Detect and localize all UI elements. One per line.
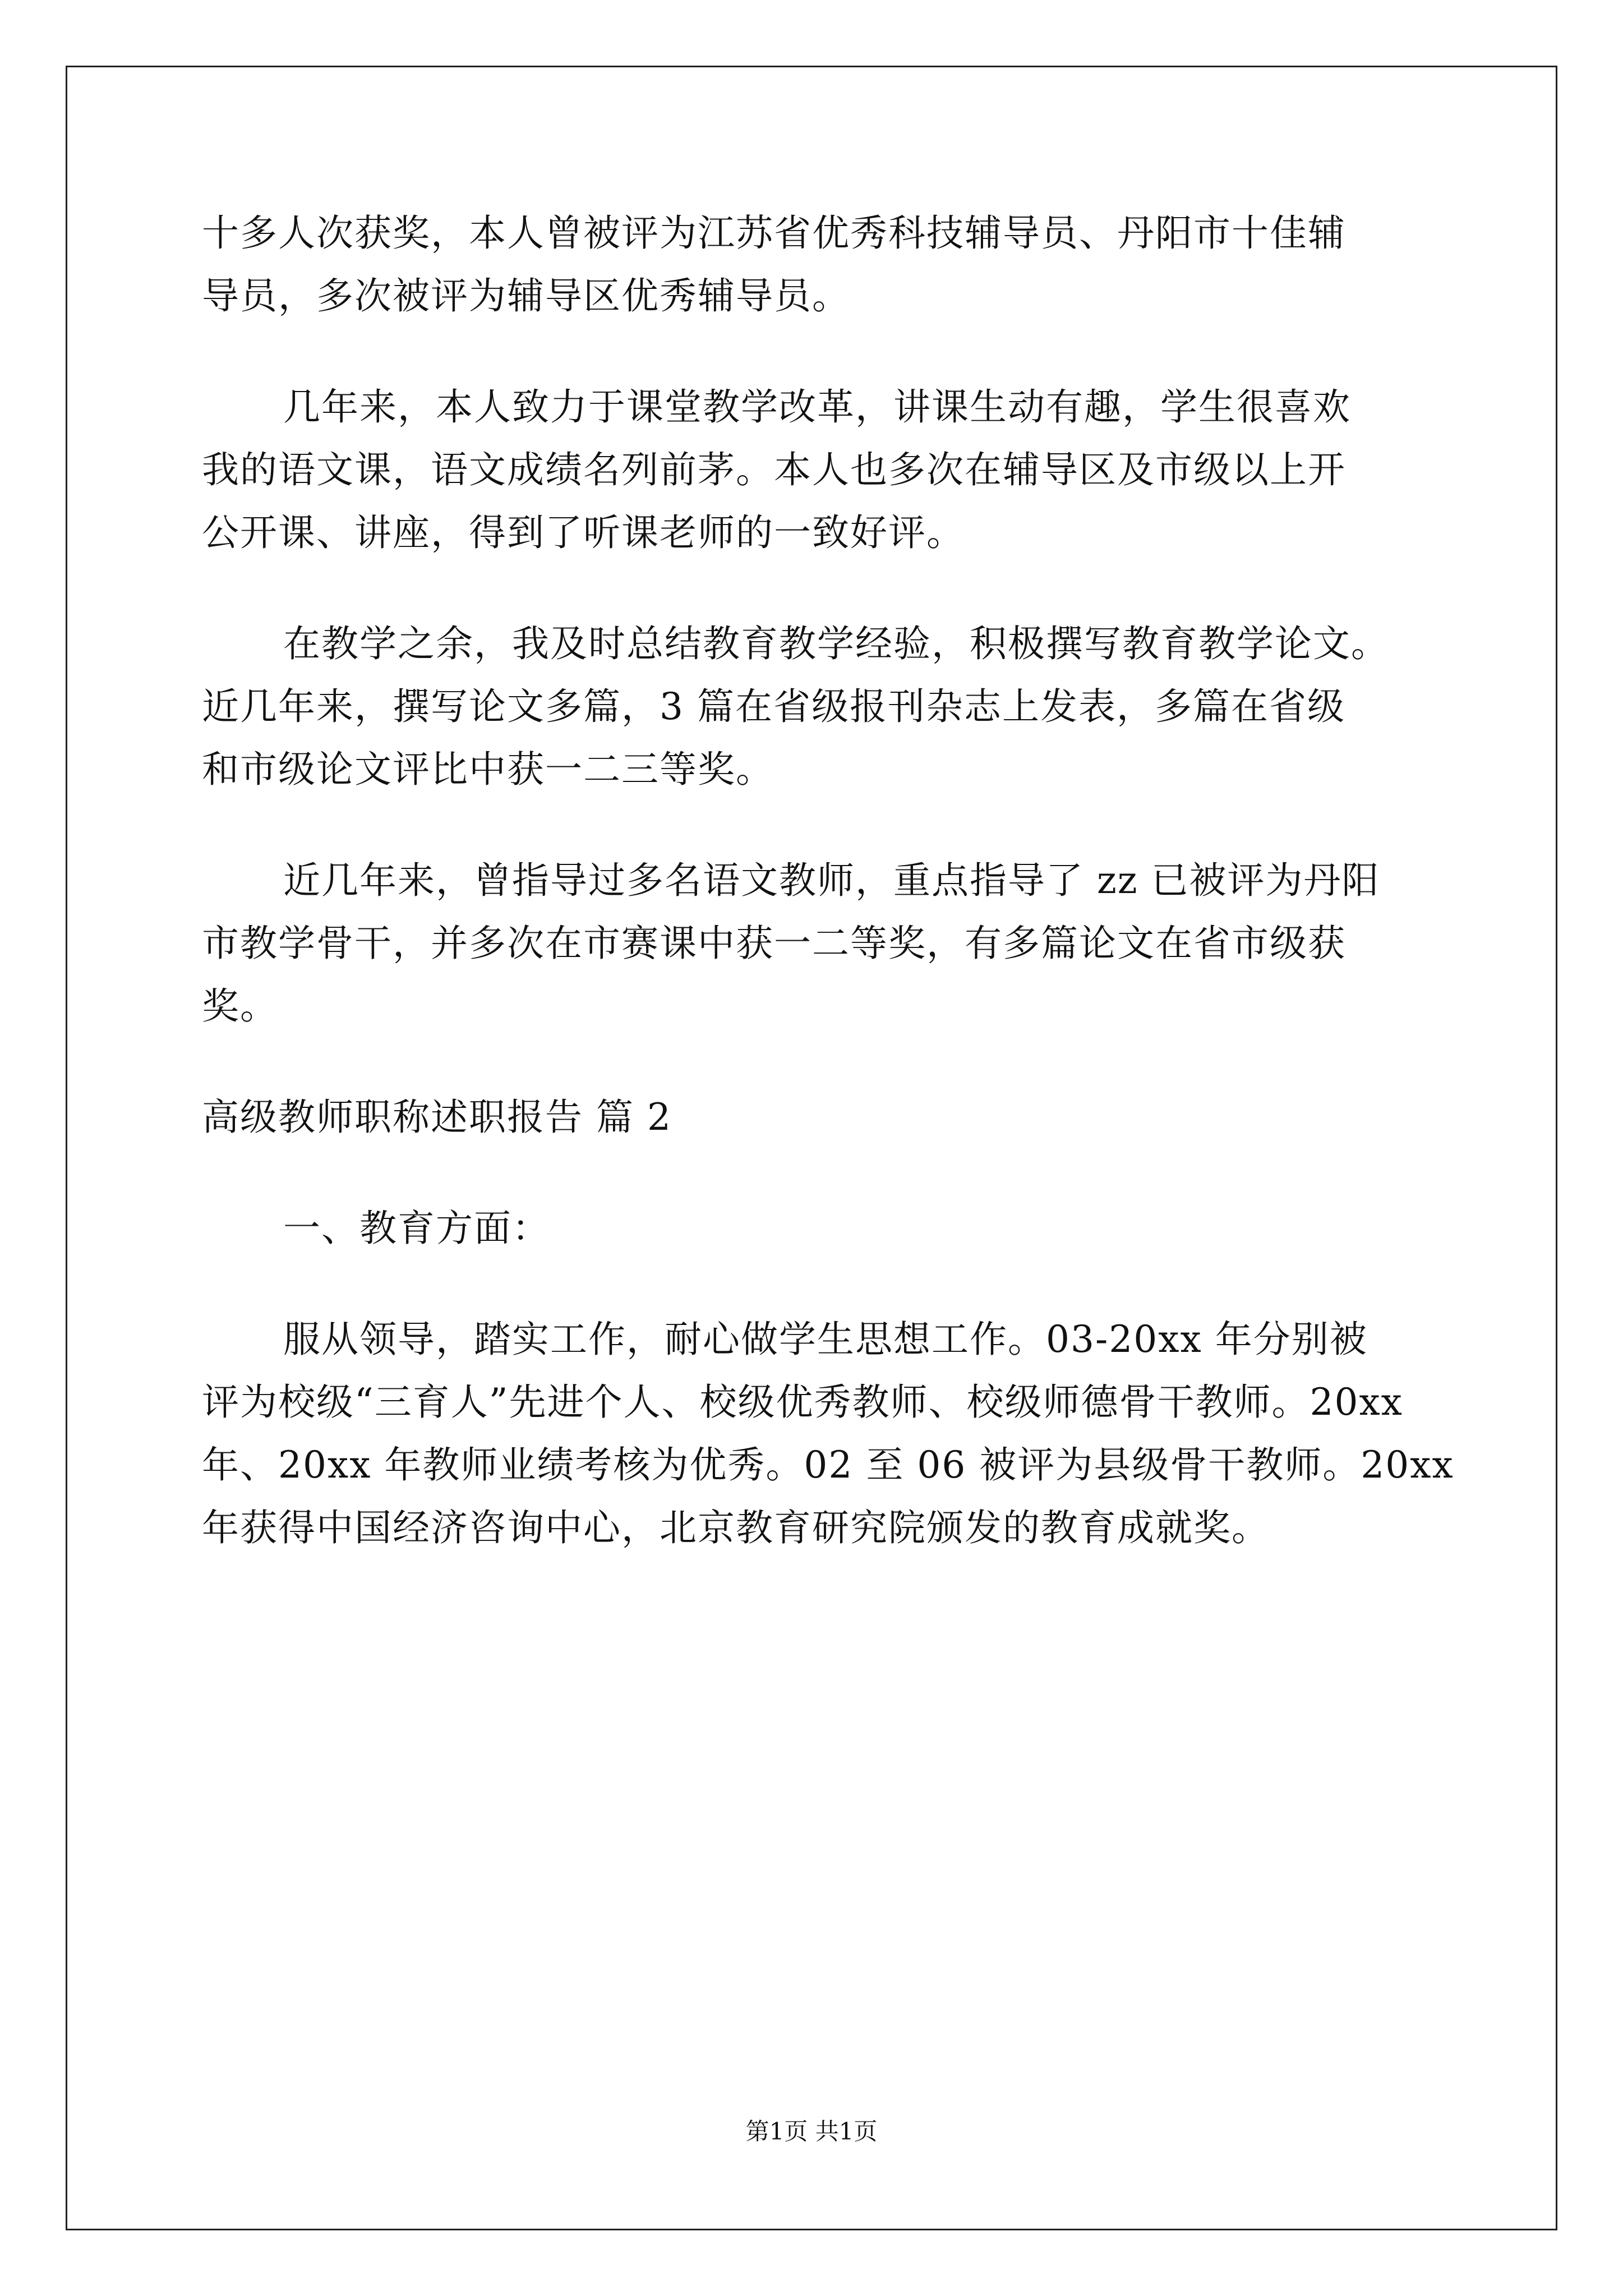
- paragraph-line: 十多人次获奖，本人曾被评为江苏省优秀科技辅导员、丹阳市十佳辅: [202, 211, 1346, 255]
- paragraph-line: 近几年来，曾指导过多名语文教师，重点指导了 zz 已被评为丹阳: [283, 859, 1380, 902]
- paragraph-line: 我的语文课，语文成绩名列前茅。本人也多次在辅导区及市级以上开: [202, 448, 1346, 491]
- paragraph-line: 评为校级“三育人”先进个人、校级优秀教师、校级师德骨干教师。20xx: [202, 1381, 1403, 1424]
- paragraph-line: 近几年来，撰写论文多篇，3 篇在省级报刊杂志上发表，多篇在省级: [202, 685, 1345, 728]
- paragraph-line: 市教学骨干，并多次在市赛课中获一二等奖，有多篇论文在省市级获: [202, 922, 1346, 965]
- paragraph-line: 年获得中国经济咨询中心，北京教育研究院颁发的教育成就奖。: [202, 1506, 1270, 1549]
- paragraph-line: 几年来，本人致力于课堂教学改革，讲课生动有趣，学生很喜欢: [283, 385, 1351, 429]
- subsection-heading: 一、教育方面：: [283, 1207, 550, 1250]
- document-body: [202, 202, 1453, 1559]
- paragraph-line: 服从领导，踏实工作，耐心做学生思想工作。03-20xx 年分别被: [283, 1318, 1368, 1361]
- paragraph-line: 导员，多次被评为辅导区优秀辅导员。: [202, 274, 850, 318]
- paragraph-line: 公开课、讲座，得到了听课老师的一致好评。: [202, 511, 965, 554]
- section-title: 高级教师职称述职报告 篇 2: [202, 1096, 672, 1139]
- paragraph-line: 年、20xx 年教师业绩考核为优秀。02 至 06 被评为县级骨干教师。20xx: [202, 1443, 1454, 1487]
- paragraph-line: 和市级论文评比中获一二三等奖。: [202, 748, 774, 791]
- paragraph-line: 奖。: [202, 984, 278, 1028]
- paragraph-line: 在教学之余，我及时总结教育教学经验，积极撰写教育教学论文。: [283, 622, 1389, 665]
- page-footer: 第1页 共1页: [745, 2118, 878, 2145]
